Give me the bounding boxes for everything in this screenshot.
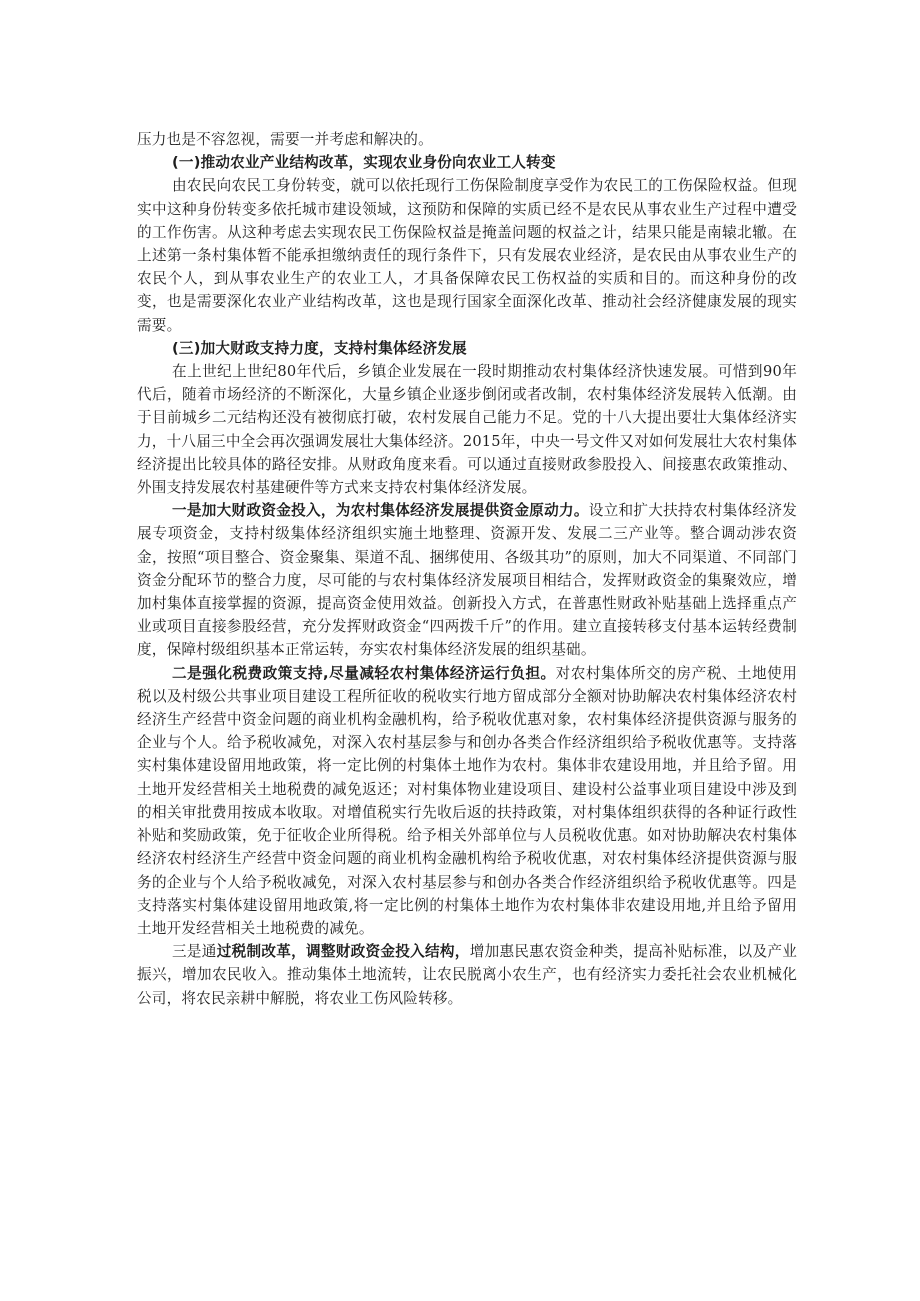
section-heading-1: (一)推动农业产业结构改革，实现农业身份向农业工人转变 <box>172 154 556 172</box>
section-heading-3: (三)加大财政支持力度，支持村集体经济发展 <box>172 339 467 357</box>
paragraph-tax-reform <box>137 940 797 1010</box>
paragraph-fiscal-investment <box>137 499 797 661</box>
document-body <box>137 128 797 1010</box>
paragraph-intro: 压力也是不容忽视，需要一并考虑和解决的。 <box>137 131 433 148</box>
lead-tax-policy: 二是强化税费政策支持,尽量减轻农村集体经济运行负担。 <box>172 664 556 682</box>
paragraph-collective-economy: 在上世纪上世纪80年代后，乡镇企业发展在一段时期推动农村集体经济快速发展。可惜到90年代后，随着市场经济的不断深化，大量乡镇企业逐步倒闭或者改制，农村集体经济发展转入低潮。由于目前城乡二元结构还没有被彻底打破，农村发展自己能力不足。党的十八大提出要壮大集体经济实力，十八届三中全会再次强调发展壮大集体经济。2015年，中央一号文件又对如何发展壮大农村集体经济提出比较具体的路径安排。从财政角度来看。可以通过直接财政参股投入、间接惠农政策推动、外围支持发展农村基建硬件等方式来支持农村集体经济发展。 <box>137 363 797 497</box>
paragraph-tax-policy <box>137 662 797 940</box>
body-tax-policy: 对农村集体所交的房产税、土地使用税以及村级公共事业项目建设工程所征收的税收实行地方留成部分全额对协助解决农村集体经济农村经济生产经营中资金问题的商业机构金融机构，给予税收优惠对象，农村集体经济提供资源与服务的企业与个人。给予税收减免，对深入农村基层参与和创办各类合作经济组织给予税收优惠等。支持落实村集体建设留用地政策，将一定比例的村集体土地作为农村。集体非农建设用地，并且给予留。用土地开发经营相关土地税费的减免返还；对村集体物业建设项目、建设村公益事业项目建设中涉及到的相关审批费用按成本收取。对增值税实行先收后返的扶持政策，对村集体组织获得的各种证行政性补贴和奖励政策，免于征收企业所得税。给予相关外部单位与人员税收优惠。如对协助解决农村集体经济农村经济生产经营中资金问题的商业机构金融机构给予税收优惠，对农村集体经济提供资源与服务的企业与个人给予税收减免，对深入农村基层参与和创办各类合作经济组织给予税收优惠等。四是支持落实村集体建设留用地政策,将一定比例的村集体土地作为农村集体非农建设用地,并且给予留用土地开发经营相关土地税费的减免。 <box>137 664 798 937</box>
paragraph-identity-shift: 由农民向农民工身份转变，就可以依托现行工伤保险制度享受作为农民工的工伤保险权益。但现实中这种身份转变多依托城市建设领域，这预防和保障的实质已经不是农民从事农业生产过程中遭受的工作伤害。从这种考虑去实现农民工伤保险权益是掩盖问题的权益之计，结果只能是南辕北辙。在上述第一条村集体暂不能承担缴纳责任的现行条件下，只有发展农业经济，是农民由从事农业生产的农民个人，到从事农业生产的农业工人，才具备保障农民工伤权益的实质和目的。而这种身份的改变，也是需要深化农业产业结构改革，这也是现行国家全面深化改革、推动社会经济健康发展的现实需要。 <box>137 177 797 334</box>
lead-tax-reform: 过税制改革，调整财政资金投入结构， <box>216 943 470 961</box>
lead-tax-reform-prefix: 三是通 <box>172 943 217 961</box>
lead-fiscal-investment: 一是加大财政资金投入，为农村集体经济发展提供资金原动力。 <box>172 502 589 520</box>
body-fiscal-investment: 设立和扩大扶持农村集体经济发展专项资金，支持村级集体经济组织实施土地整理、资源开发、发展二三产业等。整合调动涉农资金，按照“项目整合、资金聚集、渠道不乱、捆绑使用、各级其功”的原则，加大不同渠道、不同部门资金分配环节的整合力度，尽可能的与农村集体经济发展项目相结合，发挥财政资金的集聚效应，增加村集体直接掌握的资源，提高资金使用效益。创新投入方式，在普惠性财政补贴基础上选择重点产业或项目直接参股经营，充分发挥财政资金“四两拨千斤”的作用。建立直接转移支付基本运转经费制度，保障村级组织基本正常运转，夯实农村集体经济发展的组织基础。 <box>137 502 797 659</box>
body-tax-reform: 增加惠民惠农资金种类，提高补贴标准，以及产业振兴，增加农民收入。推动集体土地流转，让农民脱离小农生产，也有经济实力委托社会农业机械化公司，将农民亲耕中解脱，将农业工伤风险转移。 <box>137 943 798 1007</box>
